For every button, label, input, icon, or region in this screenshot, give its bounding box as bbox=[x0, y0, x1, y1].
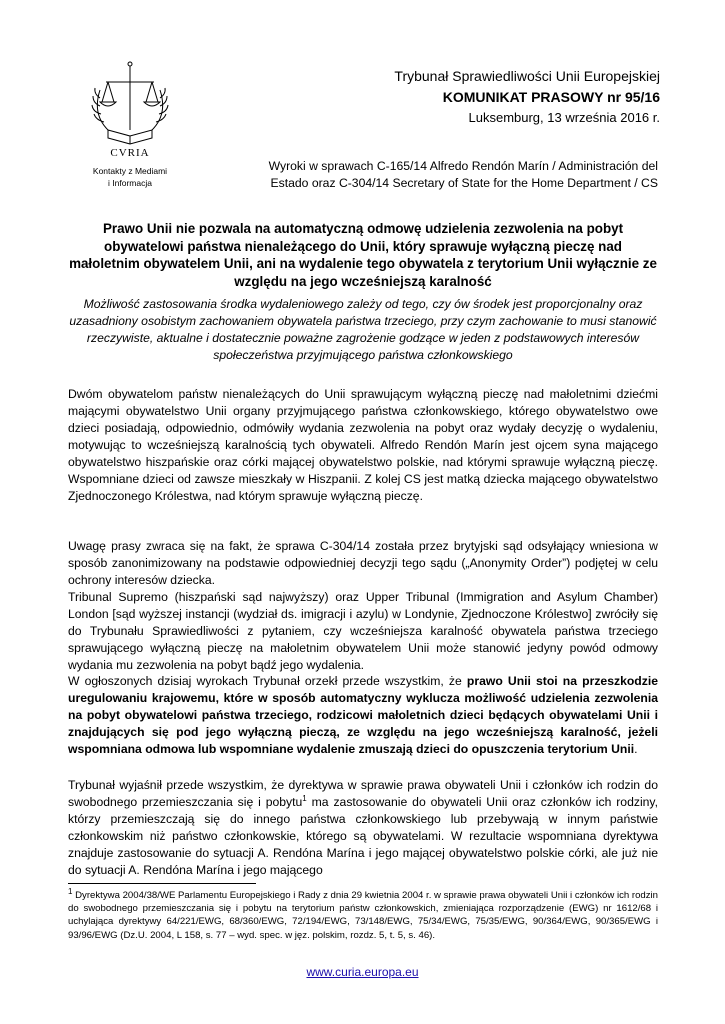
contact-line-1: Kontakty z Mediami bbox=[92, 166, 168, 176]
paragraph-3: Tribunal Supremo (hiszpański sąd najwyższy) oraz Upper Tribunal (Immigration and Asylum Chamber) London [sąd wyższej instancji (wydział ds. imigracji i azylu) w Londynie, Zjednoczone Królestwo] zwróciły się do Trybunału Sprawiedliwości z pytaniem, czy wcześniejsza karalność obywatela państwa trzeciego sprawującego wyłączną pieczę na małoletnim obywatelem Unii może stanowić jedyny powód odmowy wydania mu zezwolenia na pobyt bądź jego wydalenia. bbox=[68, 590, 658, 672]
curia-website-link[interactable]: www.curia.europa.eu bbox=[306, 965, 419, 979]
press-release-title: Prawo Unii nie pozwala na automatyczną odmowę udzielenia zezwolenia na pobyt obywatelowi państwa nienależącego do Unii, który sprawuje wyłączną pieczę nad małoletnim obywatelem Unii, ani na wydalenie tego obywatela z terytorium Unii wyłącznie ze względu na jego wcześniejszą karalność bbox=[69, 221, 657, 289]
place-date: Luksemburg, 13 września 2016 r. bbox=[468, 110, 660, 125]
footnote-divider bbox=[68, 883, 256, 884]
scales-of-justice-icon bbox=[78, 52, 182, 162]
case-line-2: Estado oraz C-304/14 Secretary of State for the Home Department / CS bbox=[270, 176, 658, 190]
paragraph-5-b: ma zastosowanie do obywateli Unii oraz członków ich rodziny, którzy przemieszczają się do innego państwa członkowskiego lub przebywają w innym państwie członkowskim niż państwo członkowskie, którego są obywatelami. W rezultacie wspomniana dyrektywa znajduje zastosowanie do sytuacji A. Rendóna Marína i jego mającej obywatelstwo polskie córki, ale już nie do sytuacji A. Rendóna Marína i jego mającego bbox=[68, 795, 658, 877]
footnote bbox=[68, 886, 658, 942]
court-name: Trybunał Sprawiedliwości Unii Europejskiej bbox=[394, 68, 660, 84]
media-contact-label bbox=[78, 165, 182, 189]
case-line-1: Wyroki w sprawach C-165/14 Alfredo Rendón Marín / Administración del bbox=[268, 159, 658, 173]
paragraph-5 bbox=[68, 777, 658, 879]
press-release-number: KOMUNIKAT PRASOWY nr 95/16 bbox=[442, 89, 660, 105]
contact-line-2: i Informacja bbox=[108, 178, 152, 188]
paragraph-1: Dwóm obywatelom państw nienależących do Unii sprawującym wyłączną pieczę nad małoletnimi dziećmi mającymi obywatelstwo Unii organy przyjmującego państwa członkowskiego, którego obywatelstwo owe dzieci posiadają, odpowiednio, odmówiły wydania zezwolenia na pobyt oraz wydały decyzję o wydaleniu, motywując to wcześniejszą karalnością tych obywateli. Alfredo Rendón Marín jest ojcem syna mającego obywatelstwo hiszpańskie oraz córki mającej obywatelstwo polskie, nad którymi sprawuje wyłączną pieczę. Wspomniane dzieci od zawsze mieszkały w Hiszpanii. Z kolej CS jest matką dziecka mającego obywatelstwo Zjednoczonego Królestwa, nad którym sprawuje wyłączną pieczę. bbox=[68, 387, 658, 503]
paragraph-4-intro: W ogłoszonych dzisiaj wyrokach Trybunał orzekł przede wszystkim, że bbox=[68, 674, 467, 688]
paragraph-5-a: Trybunał wyjaśnił przede wszystkim, że dyrektywa w sprawie prawa obywateli Unii i członków ich rodzin do swobodnego przemieszczania się i pobytu bbox=[68, 778, 658, 809]
footnote-number: 1 bbox=[68, 886, 73, 896]
paragraph-4-end: . bbox=[634, 742, 638, 756]
logo-text: CVRIA bbox=[110, 147, 150, 159]
footnote-text: Dyrektywa 2004/38/WE Parlamentu Europejskiego i Rady z dnia 29 kwietnia 2004 r. w sprawie prawa obywateli Unii i członków ich rodzin do swobodnego przemieszczania się i pobytu na terytorium państw członkowskich, zmieniająca rozporządzenie (EWG) nr 1612/68 i uchylająca dyrektywy 64/221/EWG, 68/360/EWG, 72/194/EWG, 73/148/EWG, 75/34/EWG, 75/35/EWG, 90/364/EWG, 90/365/EWG i 93/96/EWG (Dz.U. 2004, L 158, s. 77 – wyd. spec. w jęz. polskim, rozdz. 5, t. 5, s. 46). bbox=[68, 890, 658, 941]
paragraph-2: Uwagę prasy zwraca się na fakt, że sprawa C-304/14 została przez brytyjski sąd odsyłający wniesiona w sposób zanonimizowany na podstawie odpowiedniej decyzji tego sądu („Anonymity Order”) podjętej w celu ochrony interesów dziecka. bbox=[68, 539, 658, 587]
footer bbox=[0, 965, 725, 979]
paragraph-4-holding: prawo Unii stoi na przeszkodzie uregulowaniu krajowemu, które w sposób automatyczny wyklucza możliwość udzielenia zezwolenia na pobyt obywatelowi państwa trzeciego, rodzicowi małoletnich dzieci będących obywatelami Unii i znajdujących się pod jego wyłączną pieczą, ze względu na jego wcześniejszą karalność, jeżeli wspomniana odmowa lub wspomniane wydalenie zmuszają dzieci do opuszczenia terytorium Unii bbox=[68, 674, 658, 756]
press-release-subtitle: Możliwość zastosowania środka wydaleniowego zależy od tego, czy ów środek jest proporcjonalny oraz uzasadniony osobistym zachowaniem obywatela państwa trzeciego, przy czym zachowanie to musi stanowić rzeczywiste, aktualne i dostatecznie poważne zagrożenie godzące w jeden z podstawowych interesów społeczeństwa przyjmującego państwa członkowskiego bbox=[69, 297, 657, 362]
footnote-ref[interactable]: 1 bbox=[302, 793, 307, 803]
case-reference bbox=[178, 158, 658, 192]
paragraph-4 bbox=[68, 673, 658, 758]
cvria-logo bbox=[78, 52, 182, 162]
